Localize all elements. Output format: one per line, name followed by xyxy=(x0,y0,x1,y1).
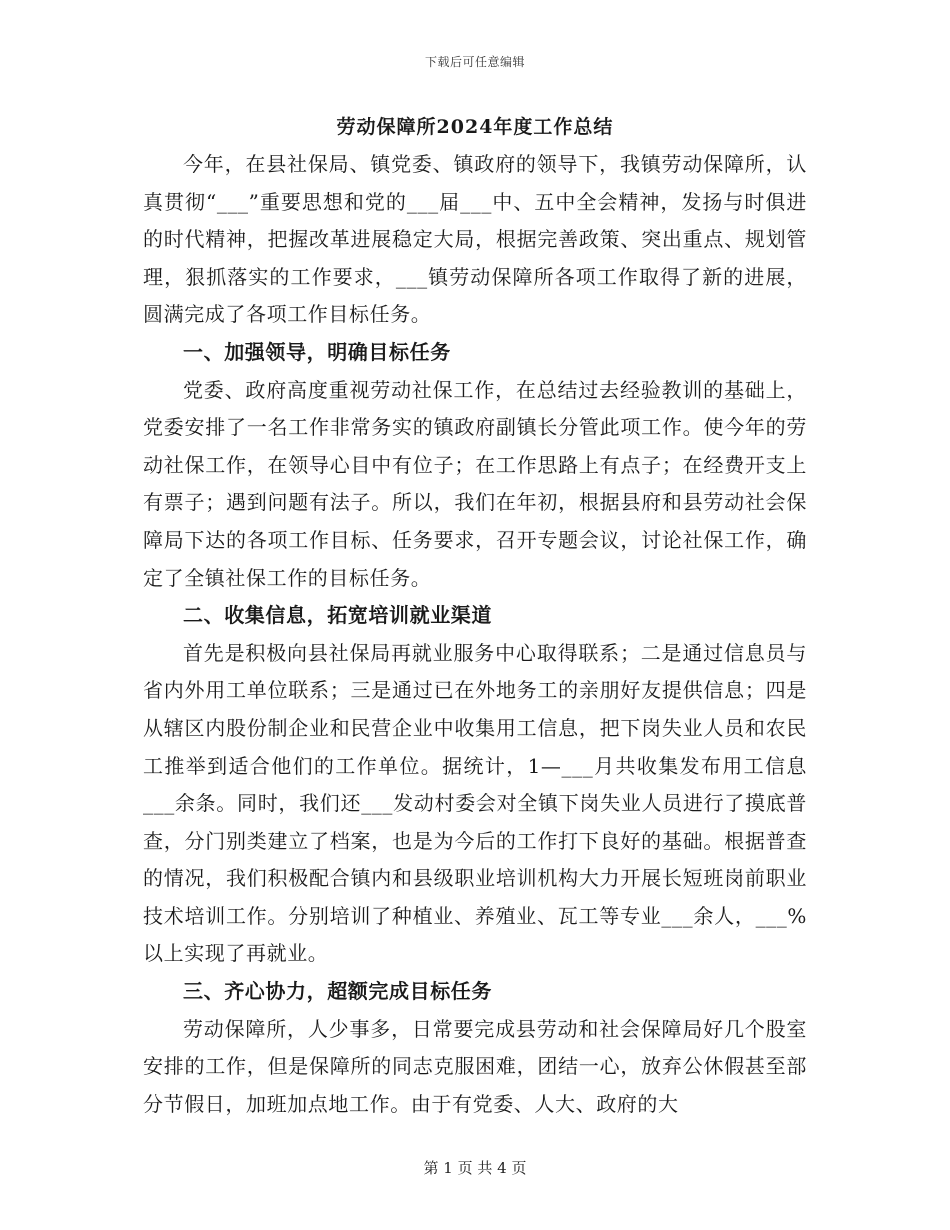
paragraph-section-2: 首先是积极向县社保局再就业服务中心取得联系；二是通过信息员与省内外用工单位联系；三是通过已在外地务工的亲朋好友提供信息；四是从辖区内股份制企业和民营企业中收集用工信息，把下岗失业人员和农民工推举到适合他们的工作单位。据统计，1—___月共收集发布用工信息___余条。同时，我们还___发动村委会对全镇下岗失业人员进行了摸底普查，分门别类建立了档案，也是为今后的工作打下良好的基础。根据普查的情况，我们积极配合镇内和县级职业培训机构大力开展长短班岗前职业技术培训工作。分别培训了种植业、养殖业、瓦工等专业___余人，___%以上实现了再就业。 xyxy=(143,640,807,966)
section-heading-1: 一、加强领导，明确目标任务 xyxy=(183,339,451,364)
section-heading-3: 三、齐心协力，超额完成目标任务 xyxy=(183,979,492,1004)
page-title: 劳动保障所2024年度工作总结 xyxy=(336,116,614,138)
paragraph-intro: 今年，在县社保局、镇党委、镇政府的领导下，我镇劳动保障所，认真贯彻“___”重要思想和党的___届___中、五中全会精神，发扬与时俱进的时代精神，把握改革进展稳定大局，根据完善政策、突出重点、规划管理，狠抓落实的工作要求，___镇劳动保障所各项工作取得了新的进展，圆满完成了各项工作目标任务。 xyxy=(143,152,807,327)
paragraph-section-3: 劳动保障所，人少事多，日常要完成县劳动和社会保障局好几个股室安排的工作，但是保障所的同志克服困难，团结一心，放弃公休假甚至部分节假日，加班加点地工作。由于有党委、人大、政府的大 xyxy=(143,1016,807,1116)
paragraph-section-1: 党委、政府高度重视劳动社保工作，在总结过去经验教训的基础上，党委安排了一名工作非常务实的镇政府副镇长分管此项工作。使今年的劳动社保工作，在领导心目中有位子；在工作思路上有点子；在经费开支上有票子；遇到问题有法子。所以，我们在年初，根据县府和县劳动社会保障局下达的各项工作目标、任务要求，召开专题会议，讨论社保工作，确定了全镇社保工作的目标任务。 xyxy=(143,377,807,590)
header-note: 下载后可任意编辑 xyxy=(424,55,525,69)
section-heading-2: 二、收集信息，拓宽培训就业渠道 xyxy=(183,603,492,628)
page-footer: 第 1 页 共 4 页 xyxy=(423,1159,527,1177)
document-body xyxy=(143,146,807,1123)
